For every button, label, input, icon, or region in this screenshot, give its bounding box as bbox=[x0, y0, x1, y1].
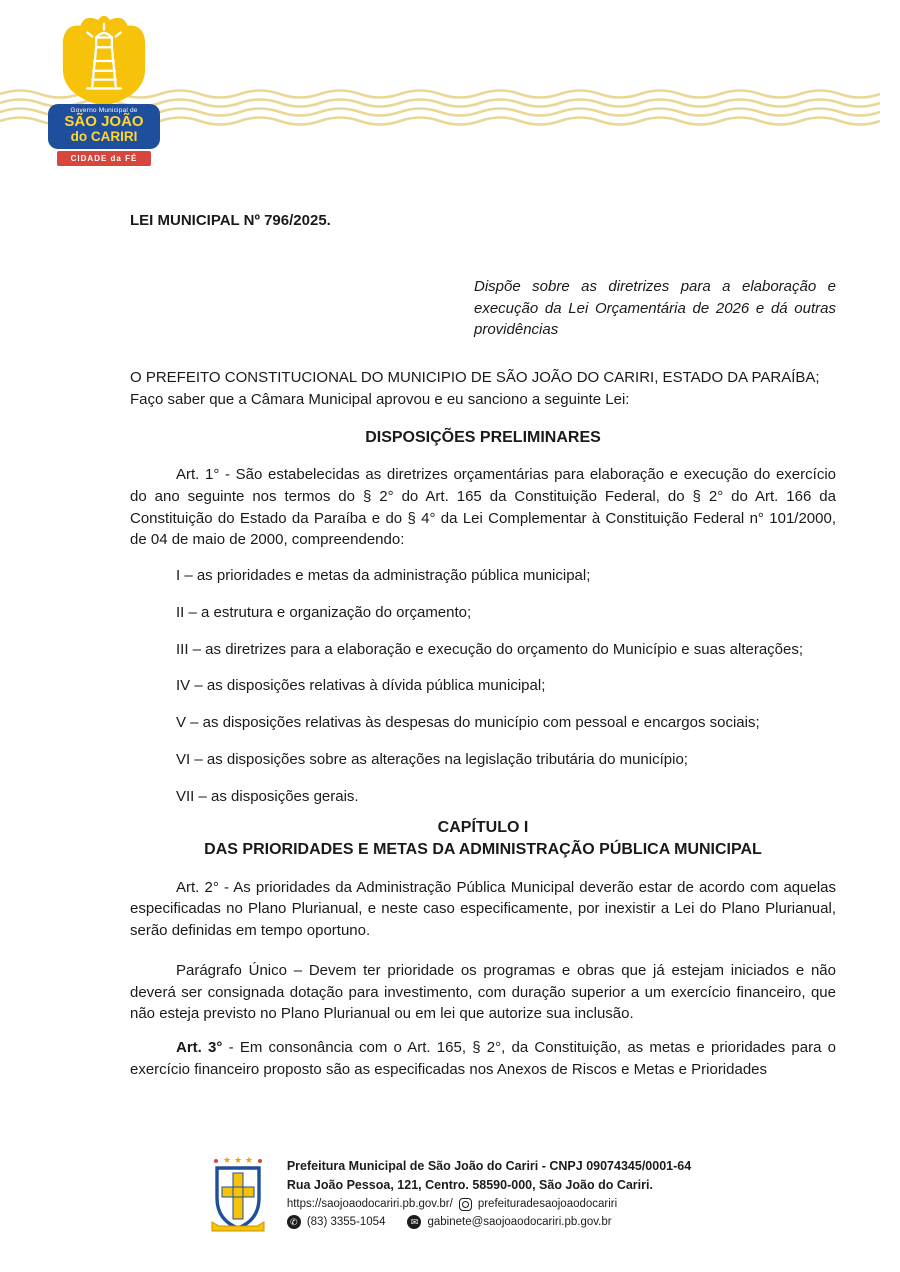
logo-city-line2: do CARIRI bbox=[70, 128, 138, 144]
article-2: Art. 2° - As prioridades da Administração Pública Municipal deverão estar de acordo com aquelas especificadas no Plano Plurianual, e neste caso especificamente, por inexistir a Lei do Plano Plurianual, serão definidas em tempo oportuno. bbox=[130, 878, 836, 940]
chapter-1-number: CAPÍTULO I bbox=[437, 819, 529, 837]
footer-instagram-handle: prefeituradesaojoaodocariri bbox=[477, 1197, 618, 1210]
section-title-preliminary: DISPOSIÇÕES PRELIMINARES bbox=[365, 428, 601, 446]
footer-website: https://saojoaodocariri.pb.gov.br/ bbox=[286, 1197, 453, 1210]
sole-paragraph: Parágrafo Único – Devem ter prioridade os programas e obras que já estejam iniciados e não deverá ser consignada dotação para investimento, com duração superior a um exercício financeiro, que não esteja previsto no Plano Plurianual ou em lei que autorize sua inclusão. bbox=[130, 961, 836, 1023]
page-footer bbox=[0, 1152, 900, 1236]
svg-text:★ ★ ★: ★ ★ ★ bbox=[222, 1156, 253, 1166]
article-3-label: Art. 3° bbox=[176, 1039, 223, 1057]
law-body bbox=[130, 210, 836, 1095]
logo-name-plate bbox=[48, 104, 160, 149]
law-clause-6: VI – as disposições sobre as alterações na legislação tributária do município; bbox=[176, 750, 688, 768]
law-number: LEI MUNICIPAL Nº 796/2025. bbox=[130, 212, 331, 229]
logo-city-line1: SÃO JOÃO bbox=[64, 113, 144, 130]
coat-of-arms-icon bbox=[209, 1152, 267, 1236]
municipal-logo bbox=[48, 12, 160, 166]
email-icon: ✉ bbox=[407, 1215, 421, 1229]
footer-contact-block bbox=[287, 1157, 691, 1231]
law-clause-2: II – a estrutura e organização do orçamento; bbox=[176, 603, 472, 621]
footer-phone: (83) 3355-1054 bbox=[306, 1215, 386, 1228]
footer-email: gabinete@saojoaodocariri.pb.gov.br bbox=[427, 1215, 612, 1228]
article-3-text: - Em consonância com o Art. 165, § 2°, da Constituição, as metas e prioridades para o exercício financeiro proposto são as especificadas nos Anexos de Riscos e Metas e Prioridades bbox=[130, 1039, 836, 1078]
chapter-1-title bbox=[130, 817, 836, 860]
law-clause-5: V – as disposições relativas às despesas do município com pessoal e encargos sociais; bbox=[176, 714, 760, 732]
instagram-icon bbox=[459, 1198, 472, 1211]
law-clause-1: I – as prioridades e metas da administração pública municipal; bbox=[176, 567, 591, 585]
law-epigraph: Dispõe sobre as diretrizes para a elaboração e execução da Lei Orçamentária de 2026 e dá outras providências bbox=[474, 277, 836, 339]
chapter-1-name: DAS PRIORIDADES E METAS DA ADMINISTRAÇÃO PÚBLICA MUNICIPAL bbox=[204, 840, 762, 858]
footer-org-name: Prefeitura Municipal de São João do Cariri - CNPJ 09074345/0001-64 bbox=[286, 1159, 692, 1173]
law-clause-3: III – as diretrizes para a elaboração e execução do orçamento do Município e suas alterações; bbox=[176, 640, 804, 658]
footer-address: Rua João Pessoa, 121, Centro. 58590-000, São João do Cariri. bbox=[286, 1177, 653, 1192]
law-clause-4: IV – as disposições relativas à dívida pública municipal; bbox=[176, 677, 546, 695]
law-clause-7: VII – as disposições gerais. bbox=[176, 787, 359, 805]
lighthouse-crest-icon bbox=[54, 12, 154, 110]
article-3 bbox=[130, 1037, 836, 1081]
preamble-line-2: Faço saber que a Câmara Municipal aprovou e eu sanciono a seguinte Lei: bbox=[130, 390, 630, 408]
preamble-line-1: O PREFEITO CONSTITUCIONAL DO MUNICIPIO DE SÃO JOÃO DO CARIRI, ESTADO DA PARAÍBA; bbox=[130, 369, 820, 386]
article-1: Art. 1° - São estabelecidas as diretrizes orçamentárias para elaboração e execução do exercício do ano seguinte nos termos do § 2° do Art. 165 da Constituição Federal, do § 2° do Art. 166 da Constituição do Estado da Paraíba e do § 4° da Lei Complementar à Constituição Federal n° 101/2000, de 04 de maio de 2000, compreendendo: bbox=[130, 466, 836, 549]
logo-tagline: CIDADE da FÉ bbox=[57, 151, 151, 166]
phone-icon: ✆ bbox=[287, 1215, 301, 1229]
logo-gov-label: Governo Municipal de bbox=[70, 107, 138, 114]
